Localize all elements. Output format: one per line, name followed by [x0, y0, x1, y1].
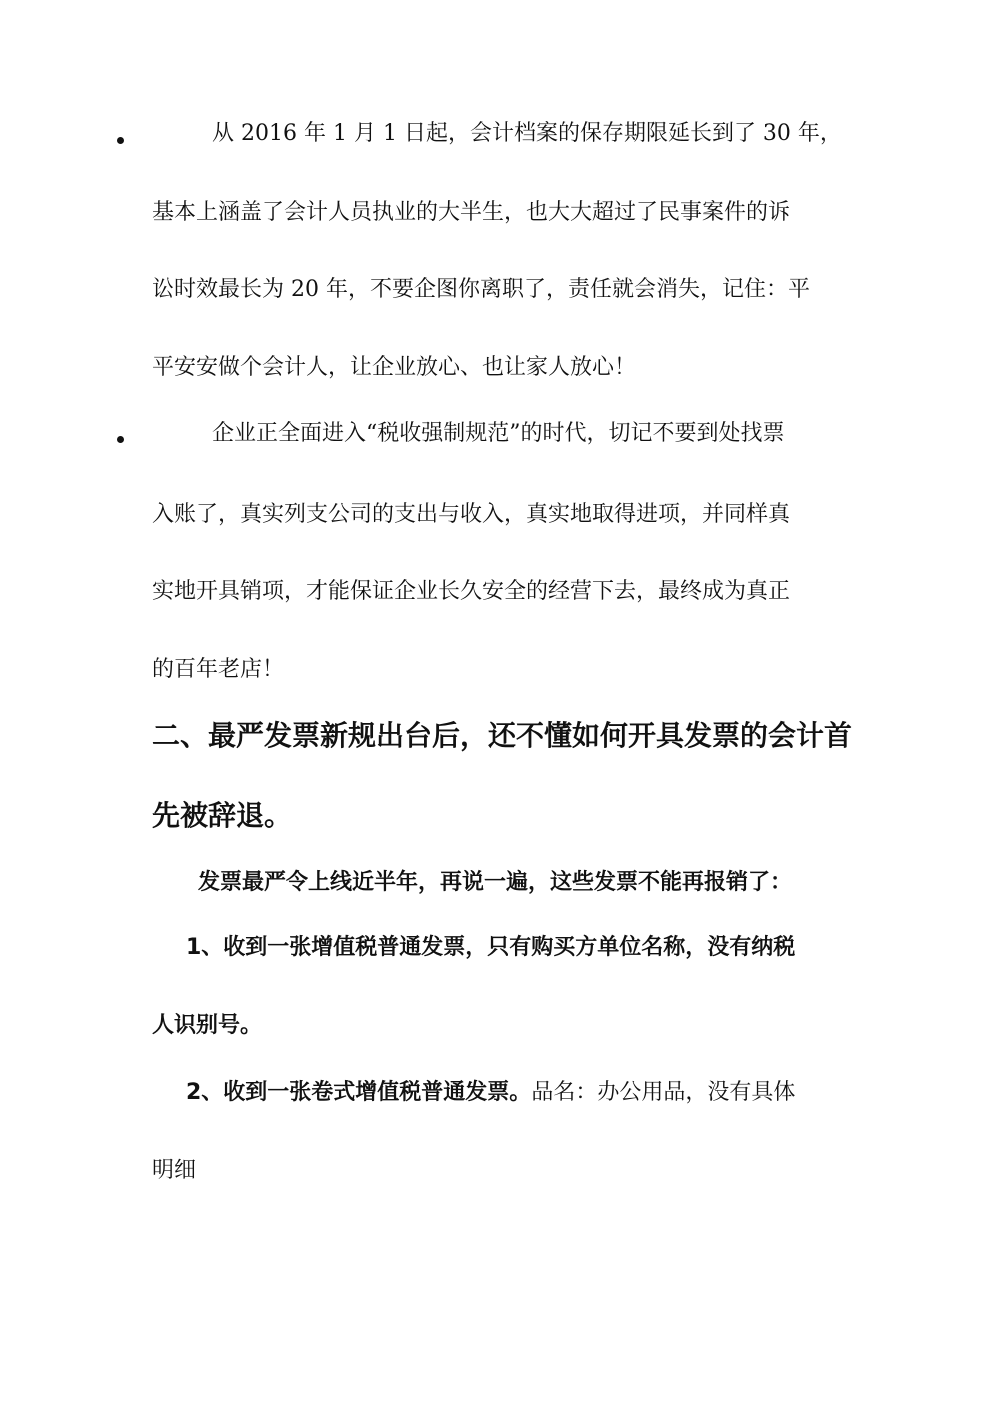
list-item-2-bold: 2、收到一张卷式增值税普通发票。: [186, 1080, 532, 1105]
intro-text: 发票最严令上线近半年，再说一遍，这些发票不能再报销了：: [198, 870, 793, 895]
paragraph-line: 的百年老店！: [152, 657, 285, 682]
list-item-2: [186, 1078, 795, 1108]
section-heading: 二、最严发票新规出台后，还不懂如何开具发票的会计首: [152, 719, 853, 752]
section-heading: 先被辞退。: [152, 799, 293, 832]
list-item-1: 人识别号。: [152, 1013, 263, 1038]
paragraph-line: 实地开具销项，才能保证企业长久安全的经营下去，最终成为真正: [152, 579, 791, 604]
list-item-2: 明细: [152, 1158, 197, 1183]
paragraph-line: 平安安做个会计人，让企业放心、也让家人放心！: [152, 355, 637, 380]
bullet-dot: [117, 137, 124, 144]
paragraph-line: 从 2016 年 1 月 1 日起，会计档案的保存期限延长到了 30 年，: [212, 121, 842, 146]
bullet-dot: [117, 436, 124, 443]
paragraph-line: 企业正全面进入“税收强制规范”的时代，切记不要到处找票: [212, 421, 785, 446]
list-item-1: 1、收到一张增值税普通发票，只有购买方单位名称，没有纳税: [186, 935, 796, 960]
paragraph-line: 基本上涵盖了会计人员执业的大半生，也大大超过了民事案件的诉: [152, 200, 791, 225]
list-item-2-text: 品名：办公用品，没有具体: [531, 1080, 796, 1105]
paragraph-line: 入账了，真实列支公司的支出与收入，真实地取得进项，并同样真: [152, 502, 791, 527]
paragraph-line: 讼时效最长为 20 年，不要企图你离职了，责任就会消失，记住：平: [152, 277, 810, 302]
